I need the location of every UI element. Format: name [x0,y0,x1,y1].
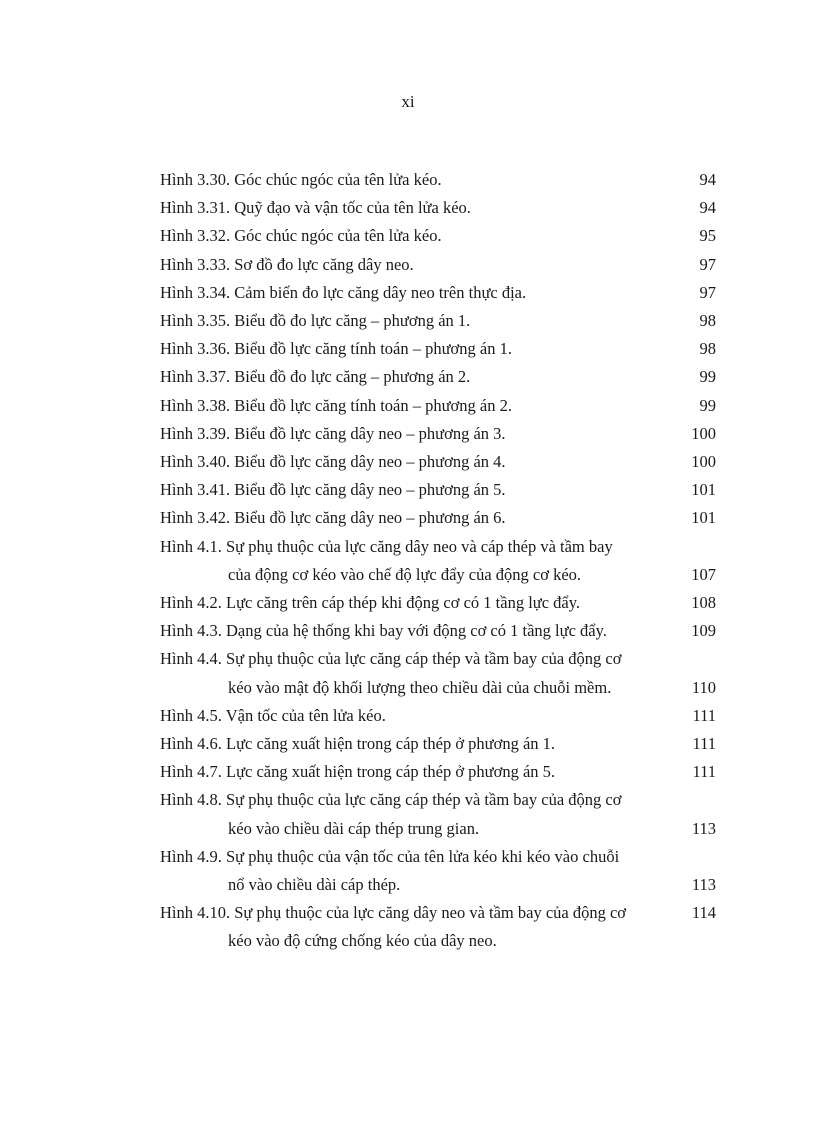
figure-caption-continuation: kéo vào độ cứng chống kéo của dây neo. [228,931,497,951]
figure-entry [160,758,716,786]
figure-page-number: 94 [699,198,716,218]
figure-caption: Hình 3.31. Quỹ đạo và vận tốc của tên lửa kéo. [160,198,471,218]
figure-page-number: 110 [691,677,716,697]
figure-entry [160,251,716,279]
figure-entry [160,589,716,617]
figure-caption: Hình 4.6. Lực căng xuất hiện trong cáp thép ở phương án 1. [160,734,556,754]
figure-entry [160,533,716,589]
figure-caption: Hình 4.7. Lực căng xuất hiện trong cáp thép ở phương án 5. [160,762,556,782]
figure-page-number: 97 [699,254,716,274]
figure-page-number: 111 [692,705,716,725]
figure-entry [160,392,716,420]
figure-caption: Hình 4.5. Vận tốc của tên lửa kéo. [160,705,386,725]
figure-caption-continuation: kéo vào chiều dài cáp thép trung gian. [228,818,480,838]
figure-entry [160,307,716,335]
figure-page-number: 100 [691,452,716,472]
figure-caption: Hình 3.40. Biểu đồ lực căng dây neo – phương án 4. [160,452,506,472]
figure-entry [160,702,716,730]
figure-caption-continuation: nổ vào chiều dài cáp thép. [228,875,401,895]
figure-caption: Hình 3.35. Biểu đồ đo lực căng – phương án 1. [160,311,471,331]
figure-page-number: 99 [699,367,716,387]
figure-entry [160,363,716,391]
figure-page-number: 101 [691,480,716,500]
figure-caption: Hình 3.42. Biểu đồ lực căng dây neo – phương án 6. [160,508,506,528]
figure-entry [160,843,716,899]
figure-page-number: 107 [691,564,716,584]
figure-page-number: 109 [691,621,716,641]
figure-caption: Hình 3.32. Góc chúc ngóc của tên lửa kéo. [160,226,442,246]
figure-caption-continuation: của động cơ kéo vào chế độ lực đẩy của động cơ kéo. [228,564,582,584]
figure-page-number: 111 [692,734,716,754]
figure-entry [160,476,716,504]
figure-entry [160,617,716,645]
figure-entry [160,786,716,842]
figure-page-number: 113 [691,875,716,895]
figure-entry [160,645,716,701]
figure-caption: Hình 4.3. Dạng của hệ thống khi bay với động cơ có 1 tầng lực đẩy. [160,621,607,641]
figure-entry [160,166,716,194]
figure-page-number: 114 [691,903,716,923]
figure-caption: Hình 4.8. Sự phụ thuộc của lực căng cáp thép và tầm bay của động cơ [160,790,622,810]
figure-caption: Hình 4.1. Sự phụ thuộc của lực căng dây neo và cáp thép và tầm bay [160,536,613,556]
figure-page-number: 98 [699,339,716,359]
figure-page-number: 101 [691,508,716,528]
figure-page-number: 108 [691,593,716,613]
figure-caption: Hình 3.37. Biểu đồ đo lực căng – phương án 2. [160,367,471,387]
page-number: xi [401,92,415,111]
figure-entry [160,279,716,307]
figure-caption: Hình 3.41. Biểu đồ lực căng dây neo – phương án 5. [160,480,506,500]
figure-caption: Hình 3.30. Góc chúc ngóc của tên lửa kéo. [160,170,442,189]
figure-caption: Hình 4.10. Sự phụ thuộc của lực căng dây neo và tầm bay của động cơ [160,903,627,923]
figure-page-number: 99 [699,395,716,415]
figure-entry [160,448,716,476]
figure-caption: Hình 4.4. Sự phụ thuộc của lực căng cáp thép và tầm bay của động cơ [160,649,622,669]
list-of-figures [160,166,716,956]
figure-page-number: 95 [699,226,716,246]
figure-page-number: 97 [699,282,716,302]
figure-caption-continuation: kéo vào mật độ khối lượng theo chiều dài của chuỗi mềm. [228,677,612,697]
figure-caption: Hình 4.2. Lực căng trên cáp thép khi động cơ có 1 tầng lực đẩy. [160,593,581,613]
figure-entry [160,222,716,250]
figure-page-number: 94 [699,170,716,189]
figure-caption: Hình 3.33. Sơ đồ đo lực căng dây neo. [160,254,414,274]
figure-page-number: 98 [699,311,716,331]
figure-caption: Hình 4.9. Sự phụ thuộc của vận tốc của tên lửa kéo khi kéo vào chuỗi [160,846,620,866]
figure-entry [160,504,716,532]
figure-entry [160,899,716,955]
figure-caption: Hình 3.34. Cảm biến đo lực căng dây neo trên thực địa. [160,282,527,302]
figure-entry [160,335,716,363]
figure-caption: Hình 3.39. Biểu đồ lực căng dây neo – phương án 3. [160,423,506,443]
figure-page-number: 113 [691,818,716,838]
figure-page-number: 100 [691,423,716,443]
figure-entry [160,420,716,448]
figure-caption: Hình 3.38. Biểu đồ lực căng tính toán – phương án 2. [160,395,512,415]
figure-entry [160,194,716,222]
figure-entry [160,730,716,758]
figure-caption: Hình 3.36. Biểu đồ lực căng tính toán – phương án 1. [160,339,512,359]
figure-page-number: 111 [692,762,716,782]
